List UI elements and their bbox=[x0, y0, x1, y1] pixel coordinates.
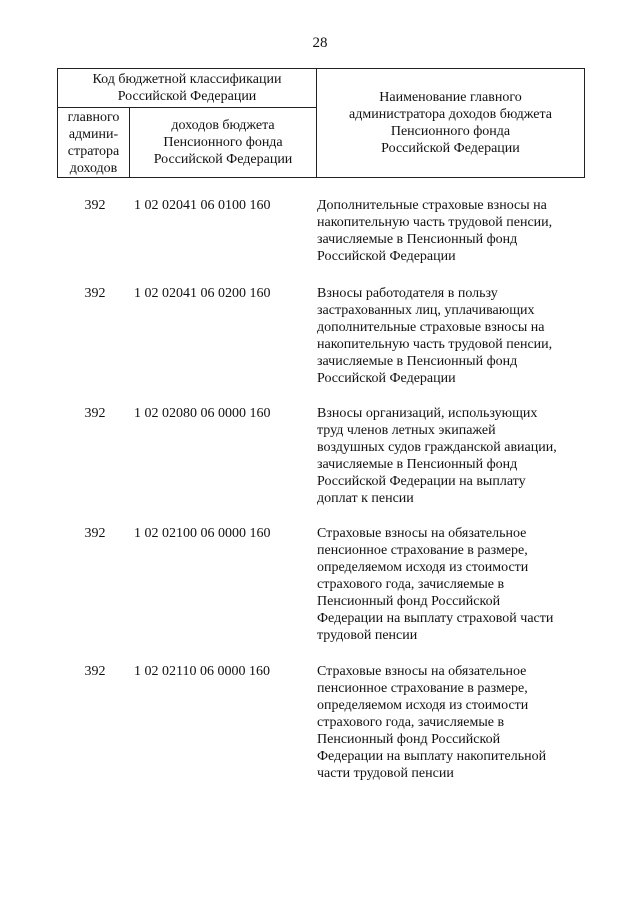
header-col-revenue: доходов бюджета Пенсионного фонда Российской Федерации bbox=[153, 118, 293, 167]
revenue-code: 1 02 02080 06 0000 160 bbox=[134, 406, 271, 421]
admin-code: 392 bbox=[84, 526, 106, 541]
revenue-code: 1 02 02100 06 0000 160 bbox=[134, 526, 271, 541]
revenue-name: Взносы организаций, использующих труд членов летных экипажей воздушных судов гражданской авиации, зачисляемые в Пенсионный фонд Российской Федерации на выплату доплат к пенсии bbox=[317, 406, 557, 506]
admin-code: 392 bbox=[84, 406, 106, 421]
revenue-code: 1 02 02110 06 0000 160 bbox=[134, 664, 270, 679]
revenue-name: Страховые взносы на обязательное пенсионное страхование в размере, определяемом исходя из стоимости страхового года, зачисляемые в Пенсионный фонд Российской Федерации на выплату страховой части трудовой пенсии bbox=[317, 526, 554, 643]
header-border-bottom bbox=[57, 177, 585, 178]
page-number: 28 bbox=[312, 35, 328, 51]
header-col-admin: главного админи- стратора доходов bbox=[67, 109, 120, 176]
table-header bbox=[57, 68, 585, 178]
revenue-name: Взносы работодателя в пользу застрахованных лиц, уплачивающих дополнительные страховые взносы на накопительную часть трудовой пенсии, зачисляемые в Пенсионный фонд Российской Федерации bbox=[317, 286, 553, 386]
header-border-right bbox=[584, 68, 585, 178]
header-group-title: Код бюджетной классификации Российской Федерации bbox=[92, 72, 282, 104]
revenue-code: 1 02 02041 06 0200 160 bbox=[134, 286, 271, 301]
admin-code: 392 bbox=[84, 286, 106, 301]
revenue-name: Страховые взносы на обязательное пенсионное страхование в размере, определяемом исходя из стоимости страхового года, зачисляемые в Пенсионный фонд Российской Федерации на выплату накопительной части трудовой пенсии bbox=[317, 664, 547, 781]
admin-code: 392 bbox=[84, 198, 106, 213]
admin-code: 392 bbox=[84, 664, 106, 679]
header-col-name: Наименование главного администратора доходов бюджета Пенсионного фонда Российской Федерации bbox=[349, 90, 552, 156]
revenue-name: Дополнительные страховые взносы на накопительную часть трудовой пенсии, зачисляемые в Пенсионный фонд Российской Федерации bbox=[317, 198, 553, 264]
revenue-code: 1 02 02041 06 0100 160 bbox=[134, 198, 271, 213]
